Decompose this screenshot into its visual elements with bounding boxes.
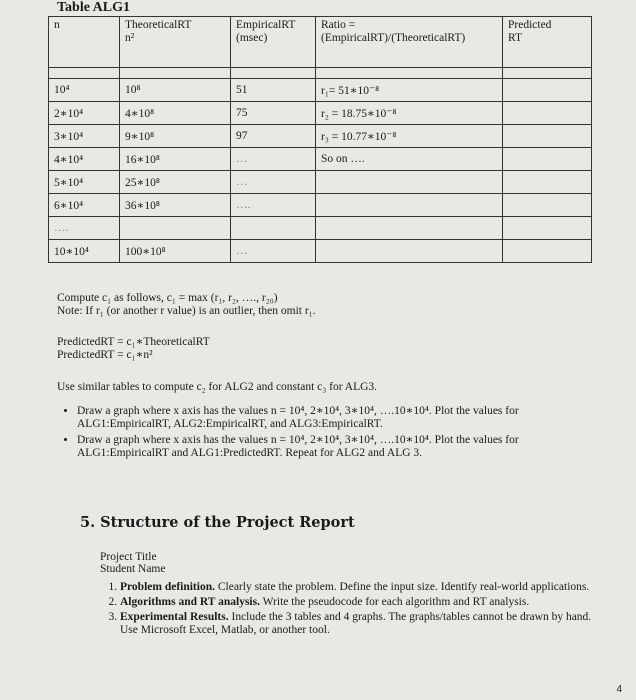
similar-tables-text: Use similar tables to compute c₂ for ALG2 and constant c₃ for ALG3. — [57, 381, 378, 393]
header-empirical-rt: EmpiricalRT (msec) — [231, 17, 316, 68]
header-n: n — [49, 17, 120, 68]
list-item: 3. Experimental Results. Include the 3 tables and 4 graphs. The graphs/tables cannot be drawn by hand. Use Microsoft Excel, Matlab, or another tool. — [120, 611, 610, 637]
table-title: Table ALG1 — [57, 0, 131, 15]
table-row: 5∗10⁴ 25∗10⁸ … — [49, 171, 592, 194]
predicted-formula-1: PredictedRT = c₁∗TheoreticalRT — [57, 336, 210, 348]
graph-instructions-list — [57, 405, 612, 463]
list-item: • Draw a graph where x axis has the values n = 10⁴, 2∗10⁴, 3∗10⁴, ….10∗10⁴. Plot the values for ALG1:EmpiricalRT, ALG2:EmpiricalRT, and ALG3:EmpiricalRT. — [77, 405, 612, 431]
report-header-fields — [100, 551, 165, 575]
table-spacer-row — [49, 68, 592, 79]
alg1-table — [48, 16, 592, 263]
table-row: 10⁴ 10⁸ 51 r₁= 51∗10⁻⁸ — [49, 79, 592, 102]
table-row: 2∗10⁴ 4∗10⁸ 75 r₂ = 18.75∗10⁻⁸ — [49, 102, 592, 125]
outlier-note-text: Note: If r₁ (or another r value) is an outlier, then omit r₁. — [57, 305, 316, 317]
table-row: 6∗10⁴ 36∗10⁸ …. — [49, 194, 592, 217]
header-ratio: Ratio = (EmpiricalRT)/(TheoreticalRT) — [316, 17, 503, 68]
predicted-formulas — [57, 336, 210, 362]
table-row: 4∗10⁴ 16∗10⁸ … So on …. — [49, 148, 592, 171]
list-item: • Draw a graph where x axis has the values n = 10⁴, 2∗10⁴, 3∗10⁴, ….10∗10⁴. Plot the values for ALG1:EmpiricalRT and ALG1:PredictedRT. Repeat for ALG2 and ALG 3. — [77, 434, 612, 460]
header-predicted-rt: Predicted RT — [503, 17, 592, 68]
compute-c1-text: Compute c₁ as follows, c₁ = max (r₁, r₂, …., r₂₀) — [57, 292, 278, 304]
predicted-formula-2: PredictedRT = c₁∗n² — [57, 349, 153, 361]
page-number: 4 — [616, 684, 622, 695]
table-header-row — [49, 17, 592, 68]
student-name-text: Student Name — [100, 563, 166, 575]
table-row: …. — [49, 217, 592, 240]
report-structure-list — [100, 581, 610, 639]
project-title-text: Project Title — [100, 551, 157, 563]
compute-notes — [57, 292, 316, 318]
header-theoretical-rt: TheoreticalRT n² — [120, 17, 231, 68]
section-heading: 5. Structure of the Project Report — [80, 514, 355, 531]
table-row: 10∗10⁴ 100∗10⁸ … — [49, 240, 592, 263]
list-item: 2. Algorithms and RT analysis. Write the pseudocode for each algorithm and RT analysis. — [120, 596, 610, 609]
table-row: 3∗10⁴ 9∗10⁸ 97 r₃ = 10.77∗10⁻⁸ — [49, 125, 592, 148]
list-item: 1. Problem definition. Clearly state the problem. Define the input size. Identify real-world applications. — [120, 581, 610, 594]
